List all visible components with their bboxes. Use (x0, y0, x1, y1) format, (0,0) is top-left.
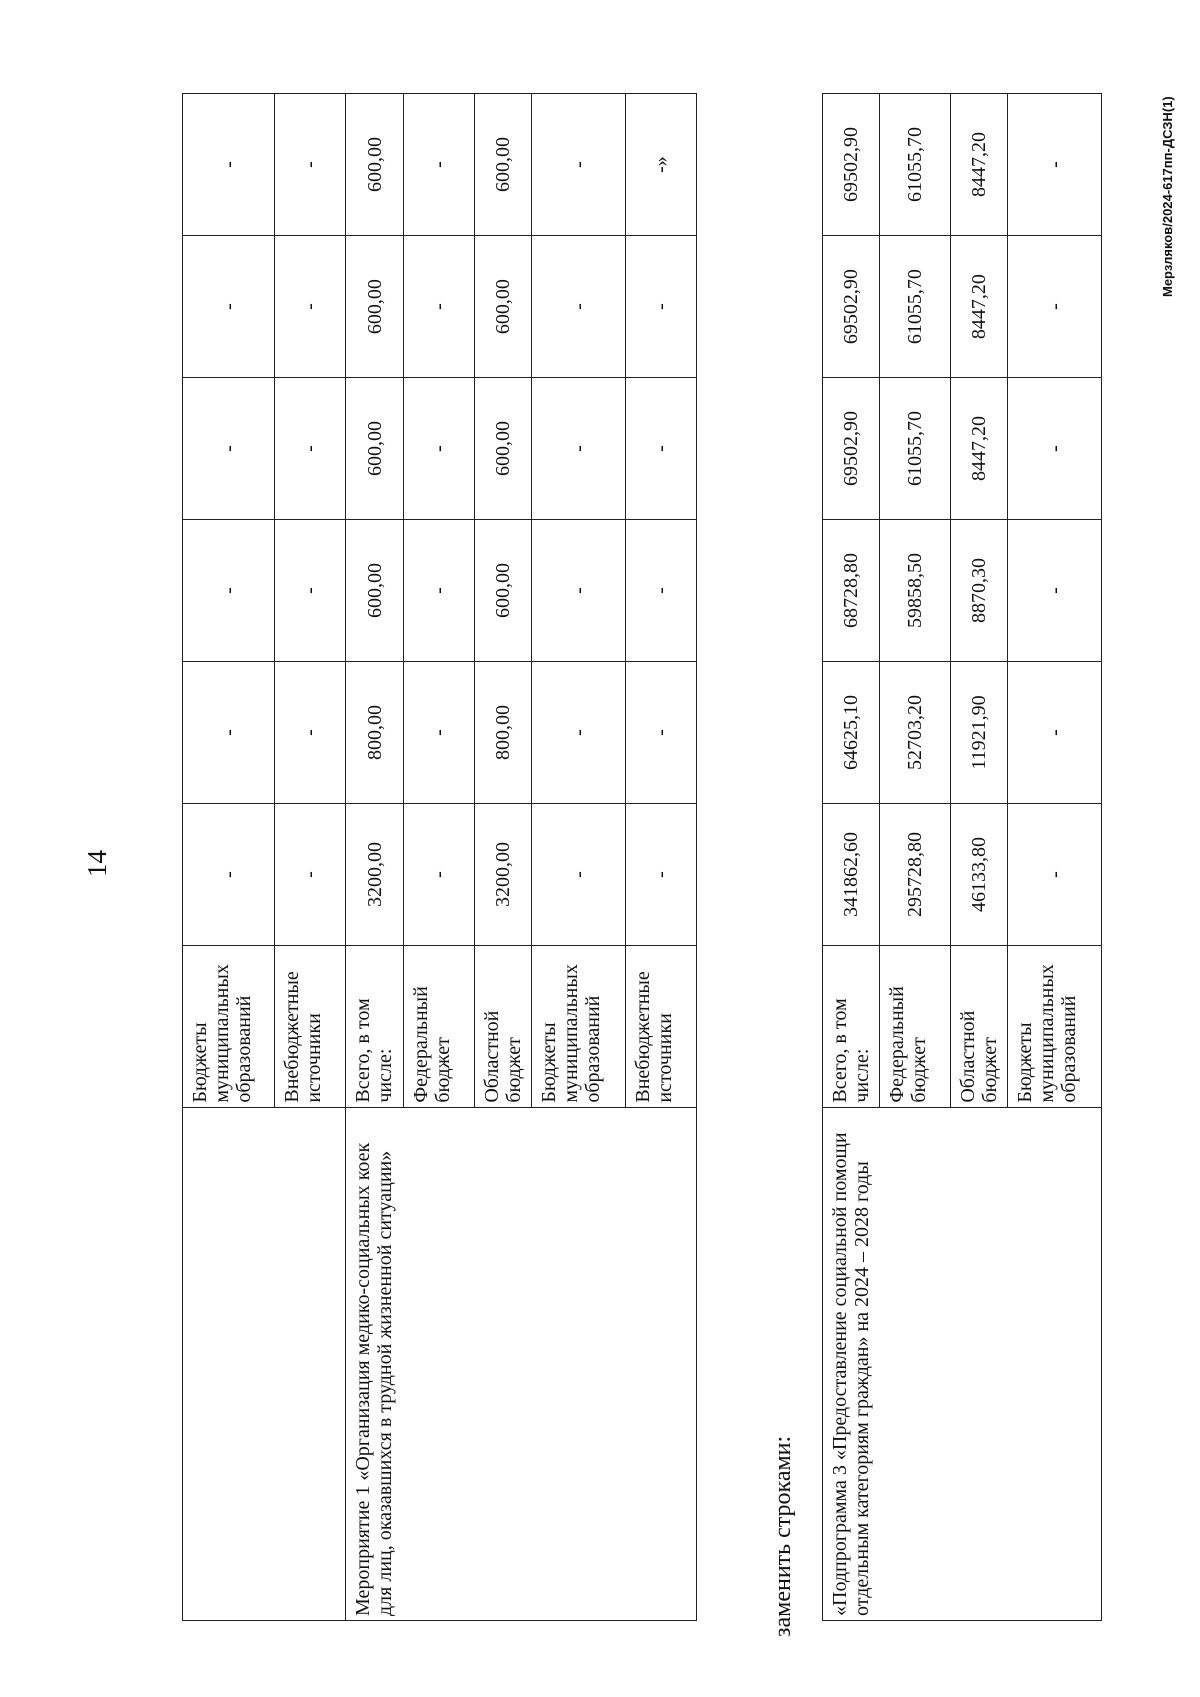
amount-cell: - (404, 94, 475, 236)
amount-cell: 8870,30 (951, 520, 1008, 662)
table-row (346, 94, 404, 1621)
amount-cell: 600,00 (346, 94, 404, 236)
funding-source-cell: Внебюджетные источники (626, 945, 697, 1107)
amount-cell: - (1008, 236, 1102, 378)
amount-cell: - (275, 94, 346, 236)
amount-cell: - (183, 520, 275, 662)
amount-cell: 341862,60 (823, 804, 880, 946)
amount-cell: - (404, 804, 475, 946)
amount-cell: 600,00 (346, 520, 404, 662)
amount-cell: 46133,80 (951, 804, 1008, 946)
funding-source-cell: Внебюджетные источники (275, 945, 346, 1107)
amount-cell: 3200,00 (475, 804, 532, 946)
funding-source-cell: Бюджеты муниципальных образований (1008, 945, 1102, 1107)
amount-cell: - (1008, 94, 1102, 236)
amount-cell: 69502,90 (823, 236, 880, 378)
amount-cell: 69502,90 (823, 94, 880, 236)
table-row (183, 94, 275, 1621)
amount-cell: - (532, 520, 626, 662)
amount-cell: - (183, 94, 275, 236)
amount-cell: - (626, 804, 697, 946)
amount-cell: - (1008, 662, 1102, 804)
amount-cell: - (404, 662, 475, 804)
amount-cell: - (275, 520, 346, 662)
amount-cell: 800,00 (475, 662, 532, 804)
amount-cell: - (532, 804, 626, 946)
amount-cell: - (183, 804, 275, 946)
amount-cell: 11921,90 (951, 662, 1008, 804)
funding-table-bottom (822, 93, 1102, 1621)
amount-cell: - (626, 520, 697, 662)
amount-cell: 3200,00 (346, 804, 404, 946)
amount-cell: 68728,80 (823, 520, 880, 662)
amount-cell: 69502,90 (823, 378, 880, 520)
amount-cell: 600,00 (475, 378, 532, 520)
amount-cell: - (1008, 378, 1102, 520)
amount-cell: - (626, 378, 697, 520)
amount-cell: - (183, 236, 275, 378)
amount-cell: - (275, 662, 346, 804)
amount-cell: 295728,80 (880, 804, 951, 946)
amount-cell: - (183, 662, 275, 804)
amount-cell: - (532, 378, 626, 520)
funding-source-cell: Всего, в том числе: (823, 945, 880, 1107)
funding-source-cell: Бюджеты муниципальных образований (532, 945, 626, 1107)
amount-cell: 600,00 (475, 520, 532, 662)
funding-source-cell: Областной бюджет (475, 945, 532, 1107)
amount-cell: - (275, 804, 346, 946)
amount-cell: 64625,10 (823, 662, 880, 804)
amount-cell: 600,00 (475, 94, 532, 236)
amount-cell: - (532, 236, 626, 378)
amount-cell: - (404, 520, 475, 662)
amount-cell: 61055,70 (880, 236, 951, 378)
footer-document-code: Мерзляков/2024-617пп-ДСЗН(1) (1160, 96, 1175, 297)
funding-source-cell: Областной бюджет (951, 945, 1008, 1107)
amount-cell: 61055,70 (880, 378, 951, 520)
funding-table-top (182, 93, 697, 1621)
amount-cell: - (532, 662, 626, 804)
program-name-cell (183, 1107, 346, 1620)
funding-source-cell: Всего, в том числе: (346, 945, 404, 1107)
amount-cell: - (404, 236, 475, 378)
amount-cell: - (532, 94, 626, 236)
amount-cell: -» (626, 94, 697, 236)
amount-cell: - (626, 662, 697, 804)
program-name-cell: «Подпрограмма 3 «Предоставление социальной помощи отдельным категориям граждан» на 2024 – 2028 годы (823, 1107, 1102, 1620)
amount-cell: 600,00 (346, 236, 404, 378)
amount-cell: - (1008, 804, 1102, 946)
amount-cell: - (626, 236, 697, 378)
page-number: 14 (82, 850, 112, 877)
amount-cell: 800,00 (346, 662, 404, 804)
amount-cell: 59858,50 (880, 520, 951, 662)
amount-cell: 8447,20 (951, 378, 1008, 520)
amount-cell: 8447,20 (951, 94, 1008, 236)
funding-source-cell: Федеральный бюджет (404, 945, 475, 1107)
table-row (823, 94, 880, 1621)
amount-cell: 600,00 (346, 378, 404, 520)
amount-cell: 52703,20 (880, 662, 951, 804)
replace-with-rows-text: заменить строками: (770, 1435, 796, 1637)
amount-cell: 8447,20 (951, 236, 1008, 378)
amount-cell: - (1008, 520, 1102, 662)
funding-source-cell: Федеральный бюджет (880, 945, 951, 1107)
amount-cell: 600,00 (475, 236, 532, 378)
program-name-cell: Мероприятие 1 «Организация медико-социальных коек для лиц, оказавшихся в трудной жизненной ситуации» (346, 1107, 697, 1620)
funding-source-cell: Бюджеты муниципальных образований (183, 945, 275, 1107)
amount-cell: - (275, 236, 346, 378)
amount-cell: - (183, 378, 275, 520)
amount-cell: 61055,70 (880, 94, 951, 236)
amount-cell: - (404, 378, 475, 520)
amount-cell: - (275, 378, 346, 520)
